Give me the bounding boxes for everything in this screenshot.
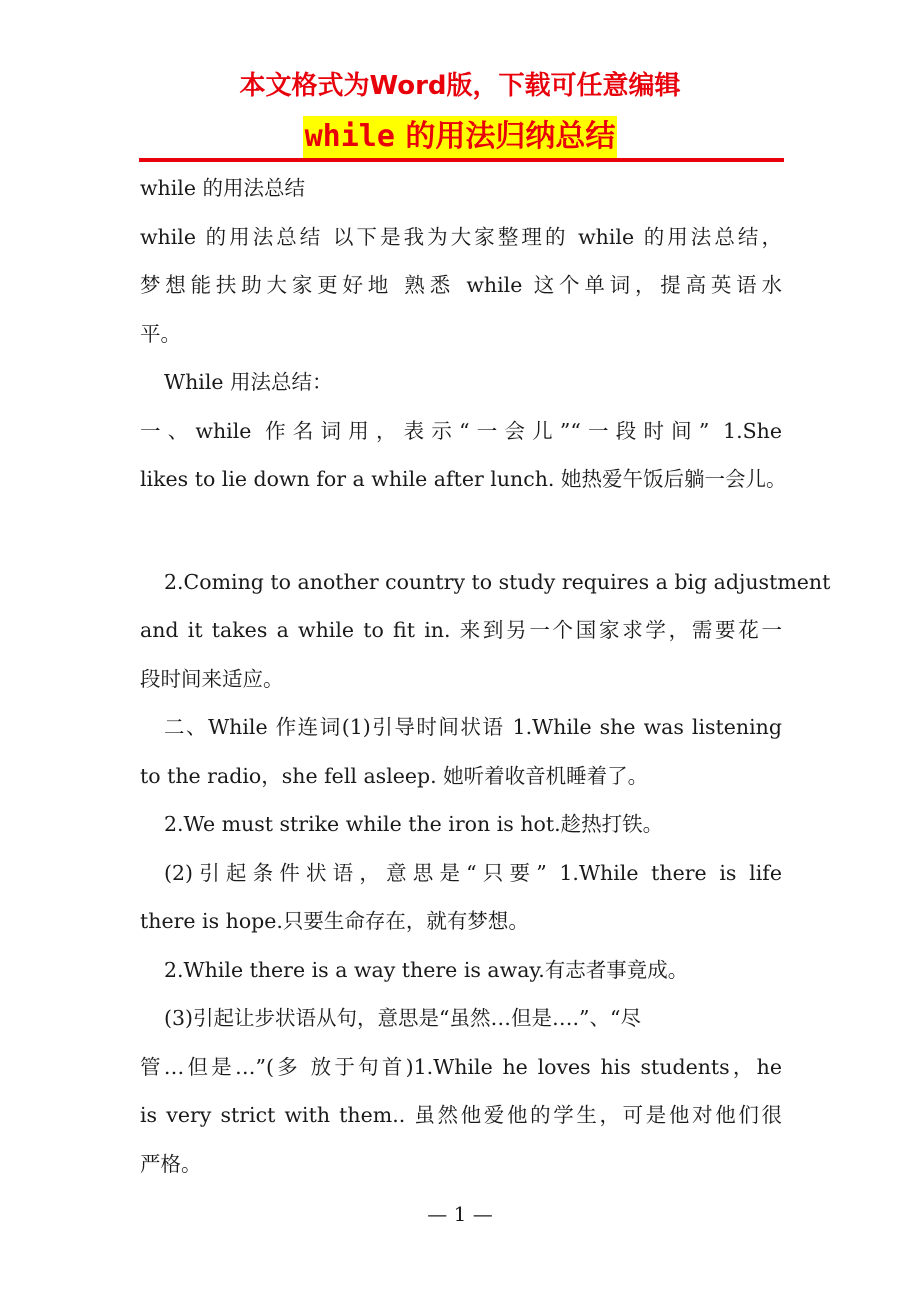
intro-line-2: 梦想能扶助大家更好地 熟悉 while 这个单词，提高英语水 [140,273,782,297]
section-heading: While 用法总结： [164,370,333,394]
intro-line-1: while 的用法总结 以下是我为大家整理的 while 的用法总结， [140,224,782,249]
concession-line-1: (3)引起让步状语从句，意思是“虽然…但是….”、“尽 [164,1006,641,1030]
document-body [140,164,831,1188]
condition-example-2: 2.While there is a way there is away.有志者事竟成。 [164,957,689,982]
title-underline-rule [139,158,784,162]
subheading-line: while 的用法总结 [140,176,306,200]
conjunction-time-line-2: to the radio，she fell asleep. 她听着收音机睡着了。 [140,763,649,788]
concession-line-4: 严格。 [140,1151,202,1176]
title-wrapper [0,116,920,158]
intro-line-3: 平。 [140,321,181,346]
condition-line-1: (2)引起条件状语，意思是“只要” 1.While there is life [164,860,782,885]
format-banner: 本文格式为Word版，下载可任意编辑 [239,71,681,101]
noun-example-2-line-2: and it takes a while to fit in. 来到另一个国家求学，需要花一 [140,618,782,642]
page-number: — 1 — [427,1202,493,1226]
document-title [303,116,618,158]
paragraph-gap [140,504,782,558]
conjunction-time-example-2: 2.We must strike while the iron is hot.趁热打铁。 [164,812,664,836]
title-text: 的用法归纳总结 [394,119,616,154]
noun-usage-line-2: likes to lie down for a while after lunch. 她热爱午饭后躺一会儿。 [140,467,787,491]
noun-example-2-line-1: 2.Coming to another country to study requires a big adjustment [164,569,831,594]
noun-usage-line-1: 一、while 作名词用，表示“一会儿”“一段时间” 1.She [140,418,782,443]
title-keyword: while [304,119,395,154]
noun-example-2-line-3: 段时间来适应。 [140,666,284,691]
concession-line-3: is very strict with them.. 虽然他爱他的学生，可是他对他们很 [140,1103,782,1127]
condition-line-2: there is hope.只要生命存在，就有梦想。 [140,909,529,933]
conjunction-time-line-1: 二、While 作连词(1)引导时间状语 1.While she was listening [164,715,782,739]
concession-line-2: 管…但是…”(多 放于句首)1.While he loves his students，he [140,1054,782,1079]
